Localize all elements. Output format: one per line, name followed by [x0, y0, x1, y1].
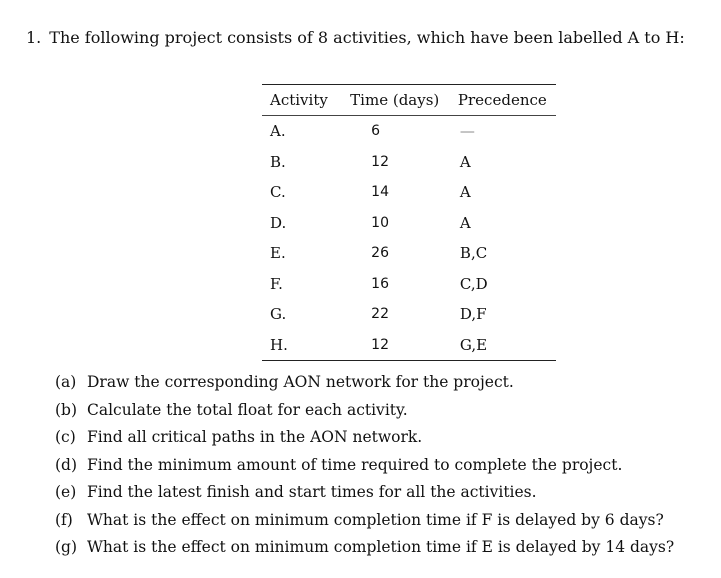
activity-table-container [262, 84, 556, 361]
cell-precedence: C,D [459, 274, 488, 293]
question-part [55, 481, 674, 509]
cell-precedence: B,C [459, 244, 488, 263]
cell-activity: A. [270, 122, 286, 141]
cell-activity: F. [270, 274, 283, 293]
part-label: (c) [55, 428, 76, 446]
part-text: Find the minimum amount of time required to complete the project. [87, 455, 623, 474]
cell-time: 14 [371, 184, 389, 201]
header-activity: Activity [270, 91, 328, 109]
cell-time: 26 [371, 245, 389, 262]
cell-activity: D. [270, 213, 287, 232]
question-part [55, 371, 674, 399]
part-text: Find the latest finish and start times for all the activities. [87, 483, 537, 501]
cell-precedence: G,E [459, 335, 488, 354]
table-row [262, 330, 556, 361]
table-header-row [262, 85, 556, 116]
question-intro: The following project consists of 8 activities, which have been labelled A to H: [49, 28, 685, 47]
table-row [262, 299, 556, 330]
table-row [262, 269, 556, 300]
cell-time: 22 [371, 306, 389, 323]
cell-precedence: D,F [459, 305, 487, 324]
cell-activity: G. [270, 305, 287, 324]
part-label: (f) [55, 510, 73, 529]
table-row [262, 177, 556, 208]
part-text: What is the effect on minimum completion time if F is delayed by 6 days? [87, 510, 664, 529]
part-label: (g) [55, 538, 78, 556]
question-parts [55, 371, 674, 564]
cell-time: 10 [371, 214, 389, 231]
cell-activity: E. [270, 244, 286, 263]
part-label: (b) [55, 400, 78, 419]
cell-time: 12 [371, 336, 389, 353]
part-text: Calculate the total float for each activity. [87, 400, 408, 419]
question-part [55, 399, 674, 427]
part-label: (e) [55, 483, 77, 501]
table-row [262, 208, 556, 239]
question-number: 1. [26, 28, 42, 47]
cell-precedence: A [459, 183, 471, 202]
part-label: (a) [55, 373, 77, 391]
question-part [55, 536, 674, 564]
table-row [262, 238, 556, 269]
part-text: What is the effect on minimum completion time if E is delayed by 14 days? [87, 538, 675, 556]
table-row [262, 116, 556, 147]
header-time: Time (days) [350, 91, 440, 109]
part-text: Draw the corresponding AON network for the project. [87, 373, 514, 391]
cell-precedence: A [459, 213, 471, 232]
part-label: (d) [55, 455, 78, 474]
table-row [262, 147, 556, 178]
cell-precedence: A [459, 152, 471, 171]
cell-time: 16 [371, 275, 389, 292]
cell-activity: H. [270, 335, 288, 354]
question-part [55, 426, 674, 454]
question-part [55, 454, 674, 482]
question-part [55, 509, 674, 537]
part-text: Find all critical paths in the AON network. [87, 428, 423, 446]
cell-activity: C. [270, 183, 286, 202]
cell-precedence: — [459, 122, 475, 141]
cell-activity: B. [270, 152, 286, 171]
activity-table [262, 84, 556, 361]
cell-time: 6 [371, 123, 381, 140]
cell-time: 12 [371, 153, 389, 170]
header-precedence: Precedence [457, 91, 547, 109]
question-heading [26, 28, 685, 47]
